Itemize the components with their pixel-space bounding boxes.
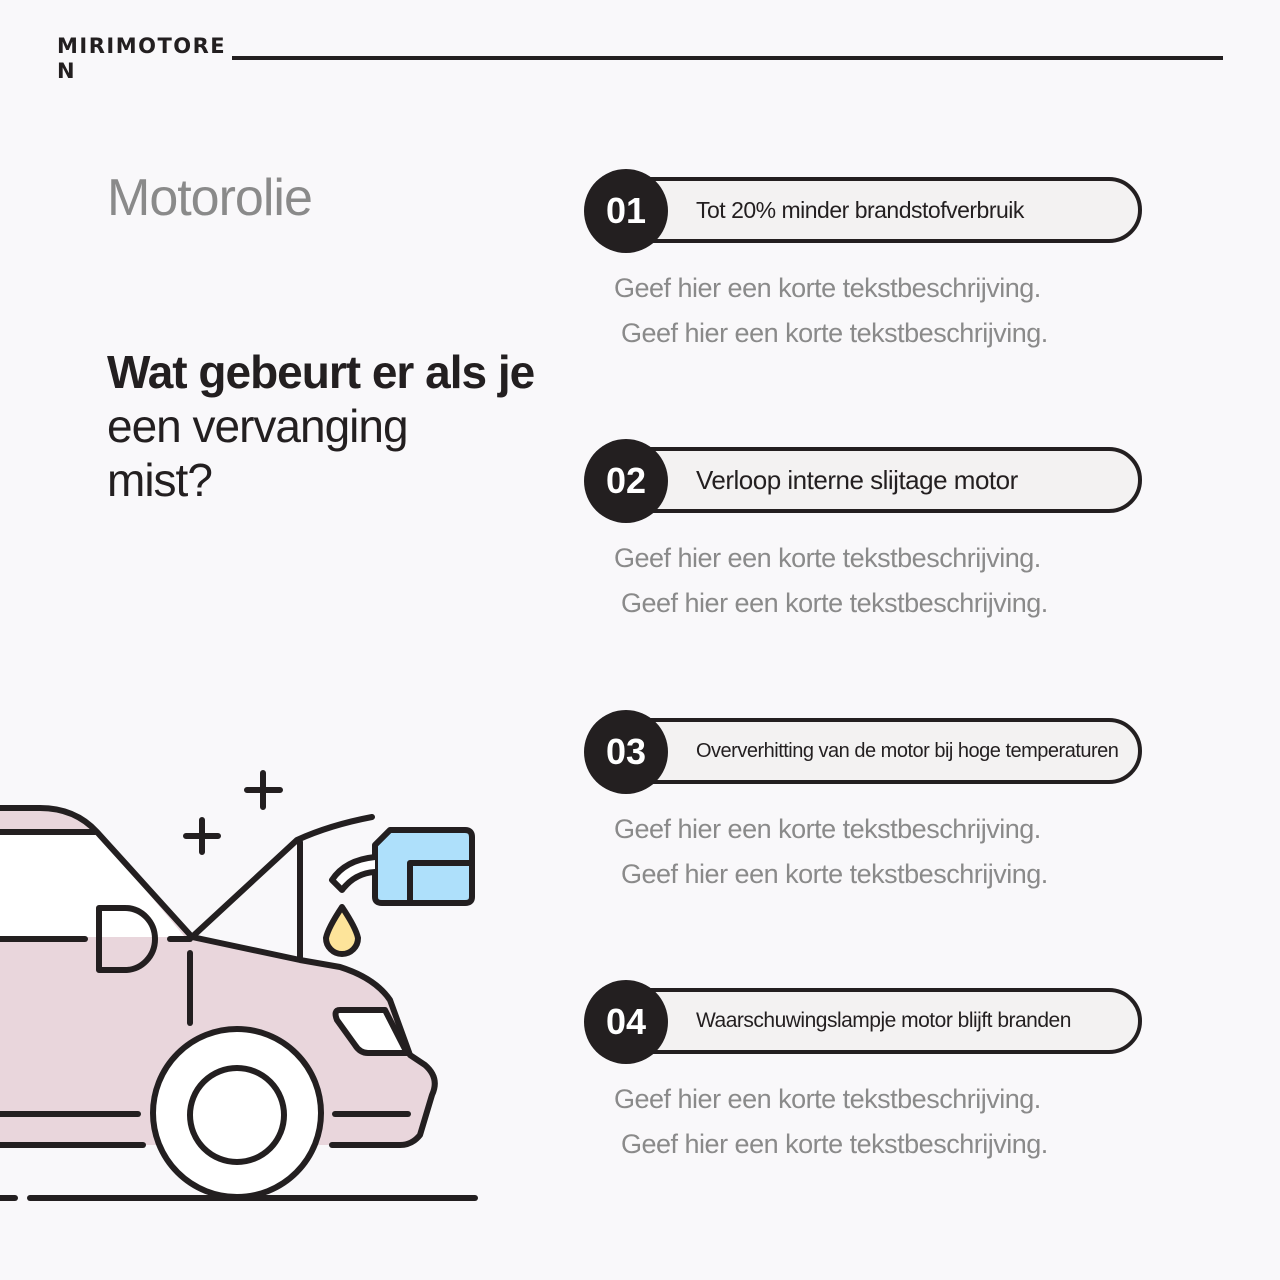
headline <box>107 345 567 507</box>
list-item <box>584 439 1164 639</box>
oil-can-icon <box>375 830 472 903</box>
item-number-badge: 02 <box>584 439 668 523</box>
item-description: Geef hier een korte tekstbeschrijving. <box>614 814 1041 844</box>
car-window-icon <box>0 832 185 937</box>
item-description: Geef hier een korte tekstbeschrijving. <box>614 1084 1041 1114</box>
item-description: Geef hier een korte tekstbeschrijving. <box>614 543 1041 573</box>
list-item <box>584 980 1164 1180</box>
item-description: Geef hier een korte tekstbeschrijving. <box>614 273 1041 303</box>
item-description: Geef hier een korte tekstbeschrijving. <box>621 588 1048 618</box>
brand-logo: MIRIMOTOREN <box>57 34 227 83</box>
item-number-badge: 04 <box>584 980 668 1064</box>
item-title-pill <box>604 988 1142 1054</box>
item-number-badge: 01 <box>584 169 668 253</box>
header-divider <box>232 56 1223 60</box>
plus-icon <box>247 773 280 807</box>
item-title: Verloop interne slijtage motor <box>696 465 1018 495</box>
headline-line3: mist? <box>107 454 212 506</box>
list-item <box>584 169 1164 369</box>
item-title: Tot 20% minder brandstofverbruik <box>696 197 1024 223</box>
list-item <box>584 710 1164 910</box>
item-description: Geef hier een korte tekstbeschrijving. <box>621 318 1048 348</box>
item-title: Oververhitting van de motor bij hoge temperaturen <box>696 740 1119 762</box>
item-number-badge: 03 <box>584 710 668 794</box>
car-oil-illustration <box>0 760 490 1210</box>
oil-spout-icon <box>332 857 375 890</box>
item-title-pill <box>604 718 1142 784</box>
oil-drop-icon <box>326 907 358 954</box>
item-title-pill <box>604 447 1142 513</box>
item-title: Waarschuwingslampje motor blijft branden <box>696 1009 1071 1032</box>
headline-bold: Wat gebeurt er als je <box>107 346 535 398</box>
headline-line2: een vervanging <box>107 400 408 452</box>
item-description: Geef hier een korte tekstbeschrijving. <box>621 859 1048 889</box>
item-description: Geef hier een korte tekstbeschrijving. <box>621 1129 1048 1159</box>
section-title: Motorolie <box>107 169 312 227</box>
item-title-pill <box>604 177 1142 243</box>
plus-icon <box>186 820 218 852</box>
